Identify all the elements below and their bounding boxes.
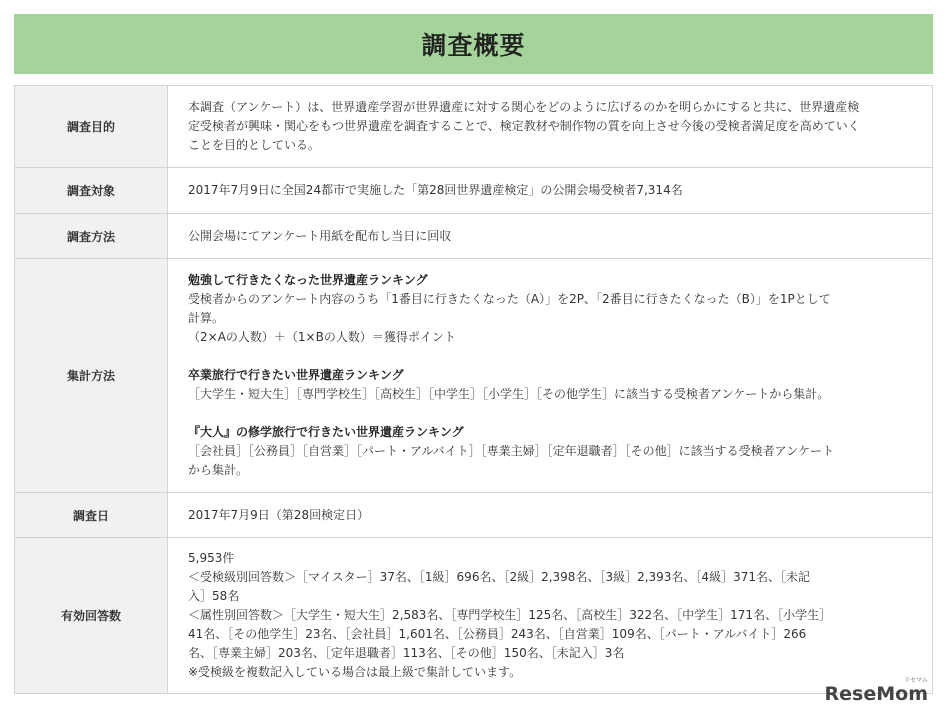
spacer xyxy=(188,404,914,423)
aggregation-section3-line-2: から集計。 xyxy=(188,463,249,477)
spacer xyxy=(188,347,914,366)
row-target xyxy=(15,168,933,214)
row-aggregation xyxy=(15,259,933,493)
row-method xyxy=(15,214,933,259)
responses-line-6: 名、［専業主婦］203名、［定年退職者］113名、［その他］150名、［未記入］3名 xyxy=(188,646,625,660)
responses-line-1: 5,953件 xyxy=(188,551,235,565)
aggregation-section3-line-1: ［会社員］［公務員］［自営業］［パート・アルバイト］［専業主婦］［定年退職者］［その他］に該当する受検者アンケート xyxy=(188,444,834,458)
value-method: 公開会場にてアンケート用紙を配布し当日に回収 xyxy=(168,214,933,259)
row-responses xyxy=(15,538,933,694)
aggregation-section1-line-2: 計算。 xyxy=(188,311,225,325)
responses-line-4: ＜属性別回答数＞［大学生・短大生］2,583名、［専門学校生］125名、［高校生］322名、［中学生］171名、［小学生］ xyxy=(188,608,832,622)
logo-text: ReseMom xyxy=(824,683,928,705)
row-date xyxy=(15,493,933,538)
value-aggregation xyxy=(168,259,933,493)
label-purpose: 調査目的 xyxy=(15,86,168,168)
responses-line-2: ＜受検級別回答数＞［マイスター］37名、［1級］696名、［2級］2,398名、［3級］2,393名、［4級］371名、［未記 xyxy=(188,570,810,584)
value-purpose xyxy=(168,86,933,168)
logo-kana: リセマム xyxy=(904,677,928,684)
responses-line-5: 41名、［その他学生］23名、［会社員］1,601名、［公務員］243名、［自営業］109名、［パート・アルバイト］266 xyxy=(188,627,807,641)
resemom-logo xyxy=(824,677,928,705)
purpose-line-3: ことを目的としている。 xyxy=(188,138,321,152)
value-date: 2017年7月9日（第28回検定日） xyxy=(168,493,933,538)
value-responses xyxy=(168,538,933,694)
label-method: 調査方法 xyxy=(15,214,168,259)
label-responses: 有効回答数 xyxy=(15,538,168,694)
label-aggregation: 集計方法 xyxy=(15,259,168,493)
purpose-line-1: 本調査（アンケート）は、世界遺産学習が世界遺産に対する関心をどのように広げるのかを明らかにすると共に、世界遺産検 xyxy=(188,100,860,114)
row-purpose xyxy=(15,86,933,168)
aggregation-section2-title: 卒業旅行で行きたい世界遺産ランキング xyxy=(188,368,404,382)
purpose-line-2: 定受検者が興味・関心をもつ世界遺産を調査することで、検定教材や制作物の質を向上させ今後の受検者満足度を高めていく xyxy=(188,119,860,133)
title-bar xyxy=(14,14,933,74)
label-date: 調査日 xyxy=(15,493,168,538)
responses-line-7: ※受検級を複数記入している場合は最上級で集計しています。 xyxy=(188,665,522,679)
value-target: 2017年7月9日に全国24都市で実施した「第28回世界遺産検定」の公開会場受検者7,314名 xyxy=(168,168,933,214)
responses-line-3: 入］58名 xyxy=(188,589,240,603)
aggregation-section3-title: 『大人』の修学旅行で行きたい世界遺産ランキング xyxy=(188,425,464,439)
aggregation-section2-line-1: ［大学生・短大生］［専門学校生］［高校生］［中学生］［小学生］［その他学生］に該当する受検者アンケートから集計。 xyxy=(188,387,830,401)
label-target: 調査対象 xyxy=(15,168,168,214)
aggregation-section1-title: 勉強して行きたくなった世界遺産ランキング xyxy=(188,273,428,287)
aggregation-section1-line-3: （2×Aの人数）＋（1×Bの人数）＝獲得ポイント xyxy=(188,330,456,344)
aggregation-section1-line-1: 受検者からのアンケート内容のうち「1番目に行きたくなった（A）」を2P、「2番目に行きたくなった（B）」を1Pとして xyxy=(188,292,831,306)
page-title: 調査概要 xyxy=(421,31,526,60)
survey-overview-table xyxy=(14,85,933,694)
